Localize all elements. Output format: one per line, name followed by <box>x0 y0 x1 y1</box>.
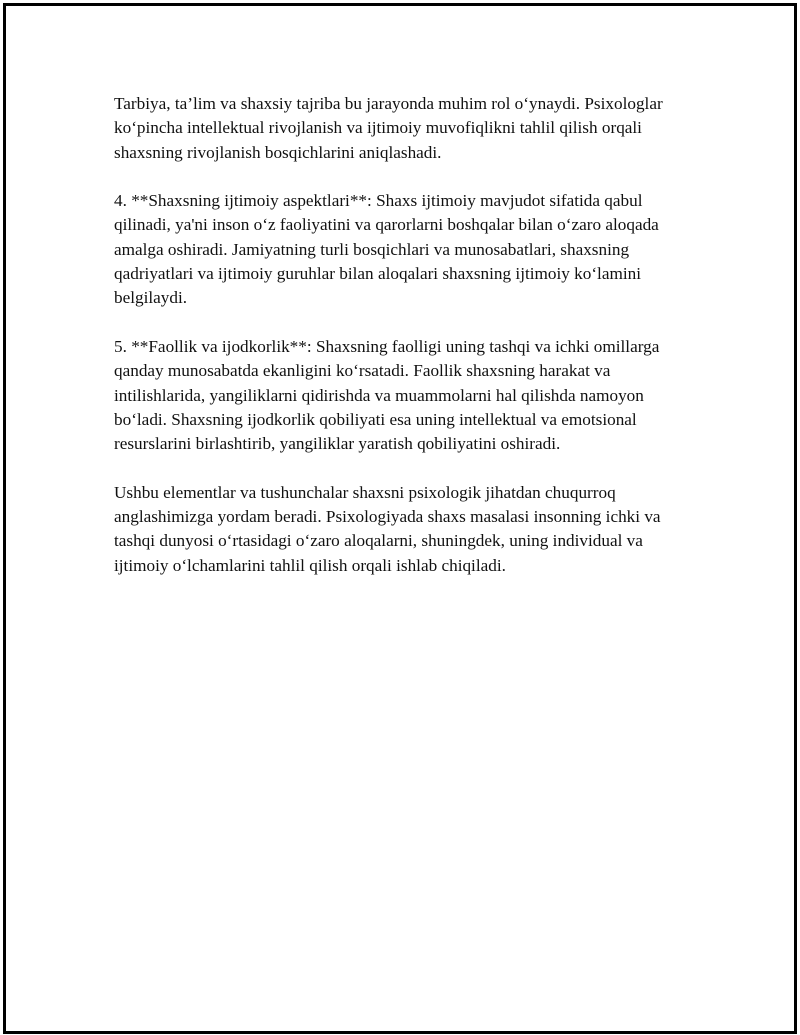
paragraph-activity-creativity: 5. **Faollik va ijodkorlik**: Shaxsning faolligi uning tashqi va ichki omillarga qanday munosabatda ekanligini ko‘rsatadi. Faollik shaxsning harakat va intilishlarida, yangiliklarni qidirishda va muammolarni hal qilishda namoyon bo‘ladi. Shaxsning ijodkorlik qobiliyati esa uning intellektual va emotsional resurslarini birlashtirib, yangiliklar yaratish qobiliyatini oshiradi. <box>114 336 660 454</box>
paragraph-conclusion: Ushbu elementlar va tushunchalar shaxsni psixologik jihatdan chuqurroq anglashimizga yordam beradi. Psixologiyada shaxs masalasi insonning ichki va tashqi dunyosi o‘rtasidagi o‘zaro aloqalarni, shuningdek, uning individual va ijtimoiy o‘lchamlarini tahlil qilish orqali ishlab chiqiladi. <box>114 482 661 575</box>
paragraph-social-aspects: 4. **Shaxsning ijtimoiy aspektlari**: Shaxs ijtimoiy mavjudot sifatida qabul qilinadi, ya'ni inson o‘z faoliyatini va qarorlarni boshqalar bilan o‘zaro aloqada amalga oshiradi. Jamiyatning turli bosqichlari va munosabatlari, shaxsning qadriyatlari va ijtimoiy guruhlar bilan aloqalari shaxsning ijtimoiy ko‘lamini belgilaydi. <box>114 191 659 308</box>
paragraph-intro: Tarbiya, ta’lim va shaxsiy tajriba bu jarayonda muhim rol o‘ynaydi. Psixologlar ko‘pincha intellektual rivojlanish va ijtimoiy muvofiqlikni tahlil qilish orqali shaxsning rivojlanish bosqichlarini aniqlashadi. <box>114 94 663 162</box>
document-body <box>114 92 694 602</box>
